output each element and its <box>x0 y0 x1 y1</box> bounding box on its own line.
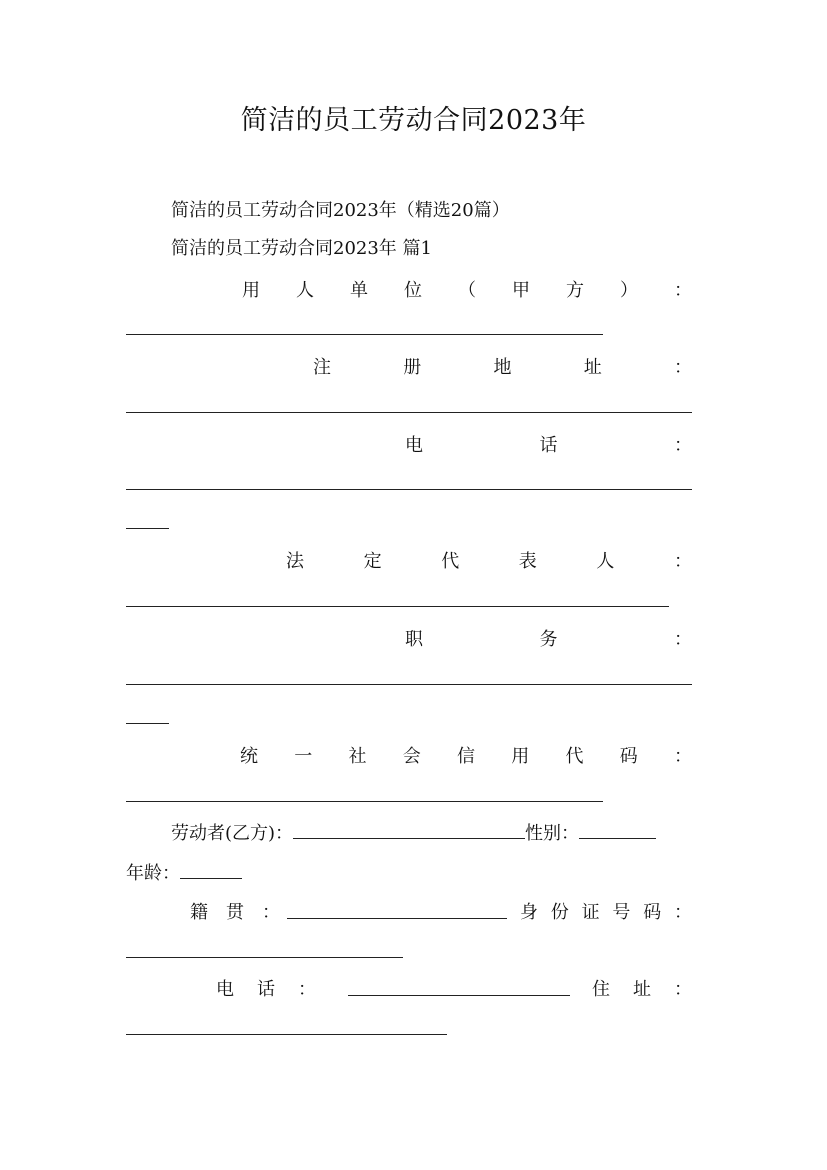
age-row <box>126 860 242 886</box>
label-char: 电 <box>405 435 423 456</box>
employer-phone-field-continued[interactable] <box>126 528 169 529</box>
employer-phone-field[interactable] <box>126 489 692 490</box>
label-char: 务 <box>539 629 558 650</box>
label-char: 贯 <box>226 902 244 923</box>
label-char: 址 <box>583 357 602 378</box>
label-char: 职 <box>405 629 423 650</box>
registered-address-field[interactable] <box>126 412 692 413</box>
label-char: 码 <box>643 902 662 923</box>
registered-address-label <box>313 354 692 378</box>
residence-field[interactable] <box>126 1034 447 1035</box>
worker-phone-field[interactable] <box>348 995 570 996</box>
native-place-field[interactable] <box>287 918 507 919</box>
label-char: 册 <box>403 357 422 378</box>
label-char: 位 <box>404 280 422 301</box>
label-char: 一 <box>294 746 313 767</box>
label-char: 用 <box>511 746 530 767</box>
label-char: 代 <box>441 551 460 572</box>
document-title: 简洁的员工劳动合同2023年 <box>240 105 587 136</box>
worker-phone-label <box>216 976 316 1000</box>
employer-unit-label <box>242 277 692 301</box>
label-char: 方 <box>566 280 584 301</box>
gender-field[interactable] <box>579 820 656 839</box>
native-place-label <box>190 899 280 923</box>
label-char: 话 <box>539 435 558 456</box>
label-char: ： <box>673 551 692 572</box>
label-char: ： <box>673 902 692 923</box>
label-char: 社 <box>348 746 367 767</box>
label-char: 统 <box>240 746 258 767</box>
label-char: ： <box>674 357 692 378</box>
label-char: 单 <box>350 280 368 301</box>
label-char: ： <box>674 746 692 767</box>
legal-representative-label <box>286 548 692 572</box>
label-char: 信 <box>457 746 475 767</box>
worker-row <box>171 820 656 846</box>
label-char: 地 <box>493 357 512 378</box>
worker-label: 劳动者(乙方)： <box>171 823 294 844</box>
age-label: 年龄： <box>126 863 180 884</box>
position-label <box>405 626 692 650</box>
label-char: 人 <box>596 551 615 572</box>
id-number-field[interactable] <box>126 957 403 958</box>
employer-phone-label <box>405 432 692 456</box>
label-char: 话 <box>257 979 275 1000</box>
label-char: 址 <box>633 979 651 1000</box>
document-subtitle: 简洁的员工劳动合同2023年（精选20篇） <box>171 200 510 221</box>
label-char: 甲 <box>512 280 530 301</box>
employer-unit-field[interactable] <box>126 334 603 335</box>
id-number-label <box>520 899 692 923</box>
position-field-continued[interactable] <box>126 723 169 724</box>
credit-code-label <box>240 743 692 767</box>
label-char: （ <box>458 280 476 301</box>
label-char: 籍 <box>190 902 208 923</box>
label-char: 注 <box>313 357 331 378</box>
label-char: 身 <box>520 902 538 923</box>
label-char: 定 <box>363 551 382 572</box>
label-char: ） <box>620 280 638 301</box>
age-field[interactable] <box>180 860 242 879</box>
label-char: 表 <box>518 551 537 572</box>
label-char: ： <box>674 280 692 301</box>
label-char: 法 <box>286 551 304 572</box>
label-char: 会 <box>402 746 421 767</box>
position-field[interactable] <box>126 684 692 685</box>
legal-representative-field[interactable] <box>126 606 669 607</box>
section-heading: 简洁的员工劳动合同2023年 篇1 <box>171 238 432 259</box>
label-char: 住 <box>592 979 610 1000</box>
label-char: 用 <box>242 280 260 301</box>
label-char: 电 <box>216 979 234 1000</box>
label-char: 号 <box>612 902 631 923</box>
gender-label: 性别： <box>525 823 580 844</box>
label-char: 人 <box>296 280 314 301</box>
label-char: 份 <box>550 902 569 923</box>
label-char: ： <box>674 629 692 650</box>
credit-code-field[interactable] <box>126 801 603 802</box>
label-char: ： <box>674 435 692 456</box>
label-char: ： <box>674 979 692 1000</box>
label-char: 码 <box>619 746 638 767</box>
label-char: ： <box>262 902 280 923</box>
label-char: ： <box>298 979 316 1000</box>
residence-label <box>592 976 692 1000</box>
label-char: 代 <box>565 746 584 767</box>
worker-name-field[interactable] <box>293 820 525 839</box>
label-char: 证 <box>581 902 600 923</box>
